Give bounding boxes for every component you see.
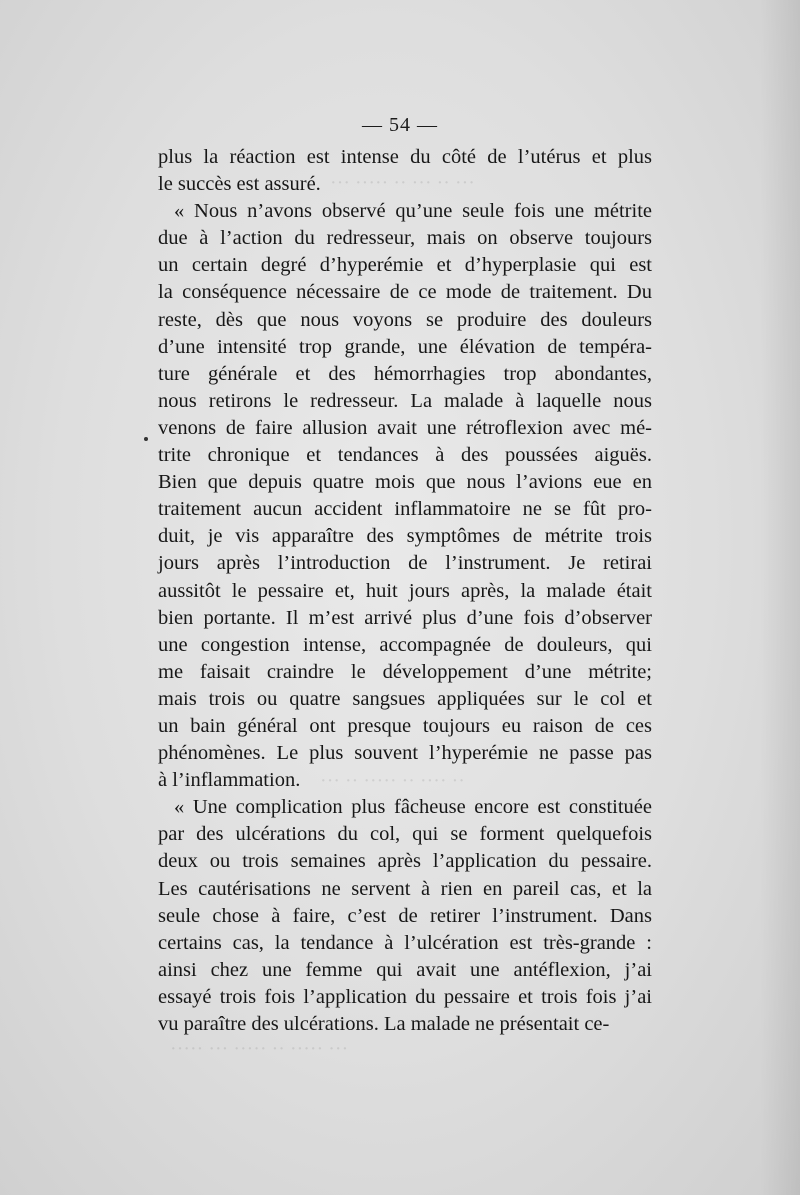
text-line: un bain général ont presque toujours eu raison de ces (158, 714, 652, 737)
body-text (158, 144, 652, 1038)
text-line: ainsi chez une femme qui avait une antéflexion, j’ai (158, 958, 652, 981)
text-line: aussitôt le pessaire et, huit jours après, la malade était (158, 579, 652, 602)
text-line: venons de faire allusion avait une rétroflexion avec mé- (158, 416, 652, 439)
show-through-text: ··· ·· ··· ·· ····· ··· (330, 172, 475, 194)
text-line: jours après l’introduction de l’instrument. Je retirai (158, 552, 652, 575)
show-through-text: ··· ····· ·· ····· ··· ····· (170, 1038, 349, 1060)
text-line: Les cautérisations ne servent à rien en pareil cas, et la (158, 877, 652, 900)
text-line: certains cas, la tendance à l’ulcération est très-grande : (158, 931, 652, 954)
text-line: seule chose à faire, c’est de retirer l’instrument. Dans (158, 904, 652, 927)
text-line: « Une complication plus fâcheuse encore est constituée (174, 796, 652, 819)
text-line: duit, je vis apparaître des symptômes de métrite trois (158, 525, 652, 548)
text-line: me faisait craindre le développement d’une métrite; (158, 660, 652, 683)
text-line: un certain degré d’hyperémie et d’hyperplasie qui est (158, 254, 652, 277)
text-line: à l’inflammation. (158, 769, 301, 792)
show-through-text: ·· ···· ·· ····· ·· ··· (320, 770, 465, 792)
text-line: le succès est assuré. (158, 173, 321, 196)
text-line: Bien que depuis quatre mois que nous l’avions eue en (158, 471, 652, 494)
margin-speck (144, 437, 148, 441)
text-line: « Nous n’avons observé qu’une seule fois une métrite (174, 200, 652, 223)
page-edge-shadow (760, 0, 800, 1195)
text-line: essayé trois fois l’application du pessaire et trois fois j’ai (158, 985, 652, 1008)
text-line: vu paraître des ulcérations. La malade ne présentait ce- (158, 1013, 610, 1035)
text-line: reste, dès que nous voyons se produire des douleurs (158, 308, 652, 331)
text-line: par des ulcérations du col, qui se forment quelquefois (158, 823, 652, 846)
text-line: phénomènes. Le plus souvent l’hyperémie ne passe pas (158, 742, 652, 765)
text-line: trite chronique et tendances à des poussées aiguës. (158, 444, 652, 467)
text-line: traitement aucun accident inflammatoire ne se fût pro- (158, 498, 652, 521)
text-line: une congestion intense, accompagnée de douleurs, qui (158, 633, 652, 656)
text-line: bien portante. Il m’est arrivé plus d’une fois d’observer (158, 606, 652, 629)
text-line: plus la réaction est intense du côté de l’utérus et plus (158, 146, 652, 168)
text-line: la conséquence nécessaire de ce mode de traitement. Du (158, 281, 652, 304)
page-number: — 54 — (362, 114, 438, 136)
text-line: d’une intensité trop grande, une élévation de tempéra- (158, 335, 652, 358)
text-line: due à l’action du redresseur, mais on observe toujours (158, 227, 652, 250)
text-line: mais trois ou quatre sangsues appliquées sur le col et (158, 687, 652, 710)
text-line: ture générale et des hémorrhagies trop abondantes, (158, 362, 652, 385)
text-line: deux ou trois semaines après l’application du pessaire. (158, 850, 652, 873)
text-line: nous retirons le redresseur. La malade à laquelle nous (158, 389, 652, 412)
